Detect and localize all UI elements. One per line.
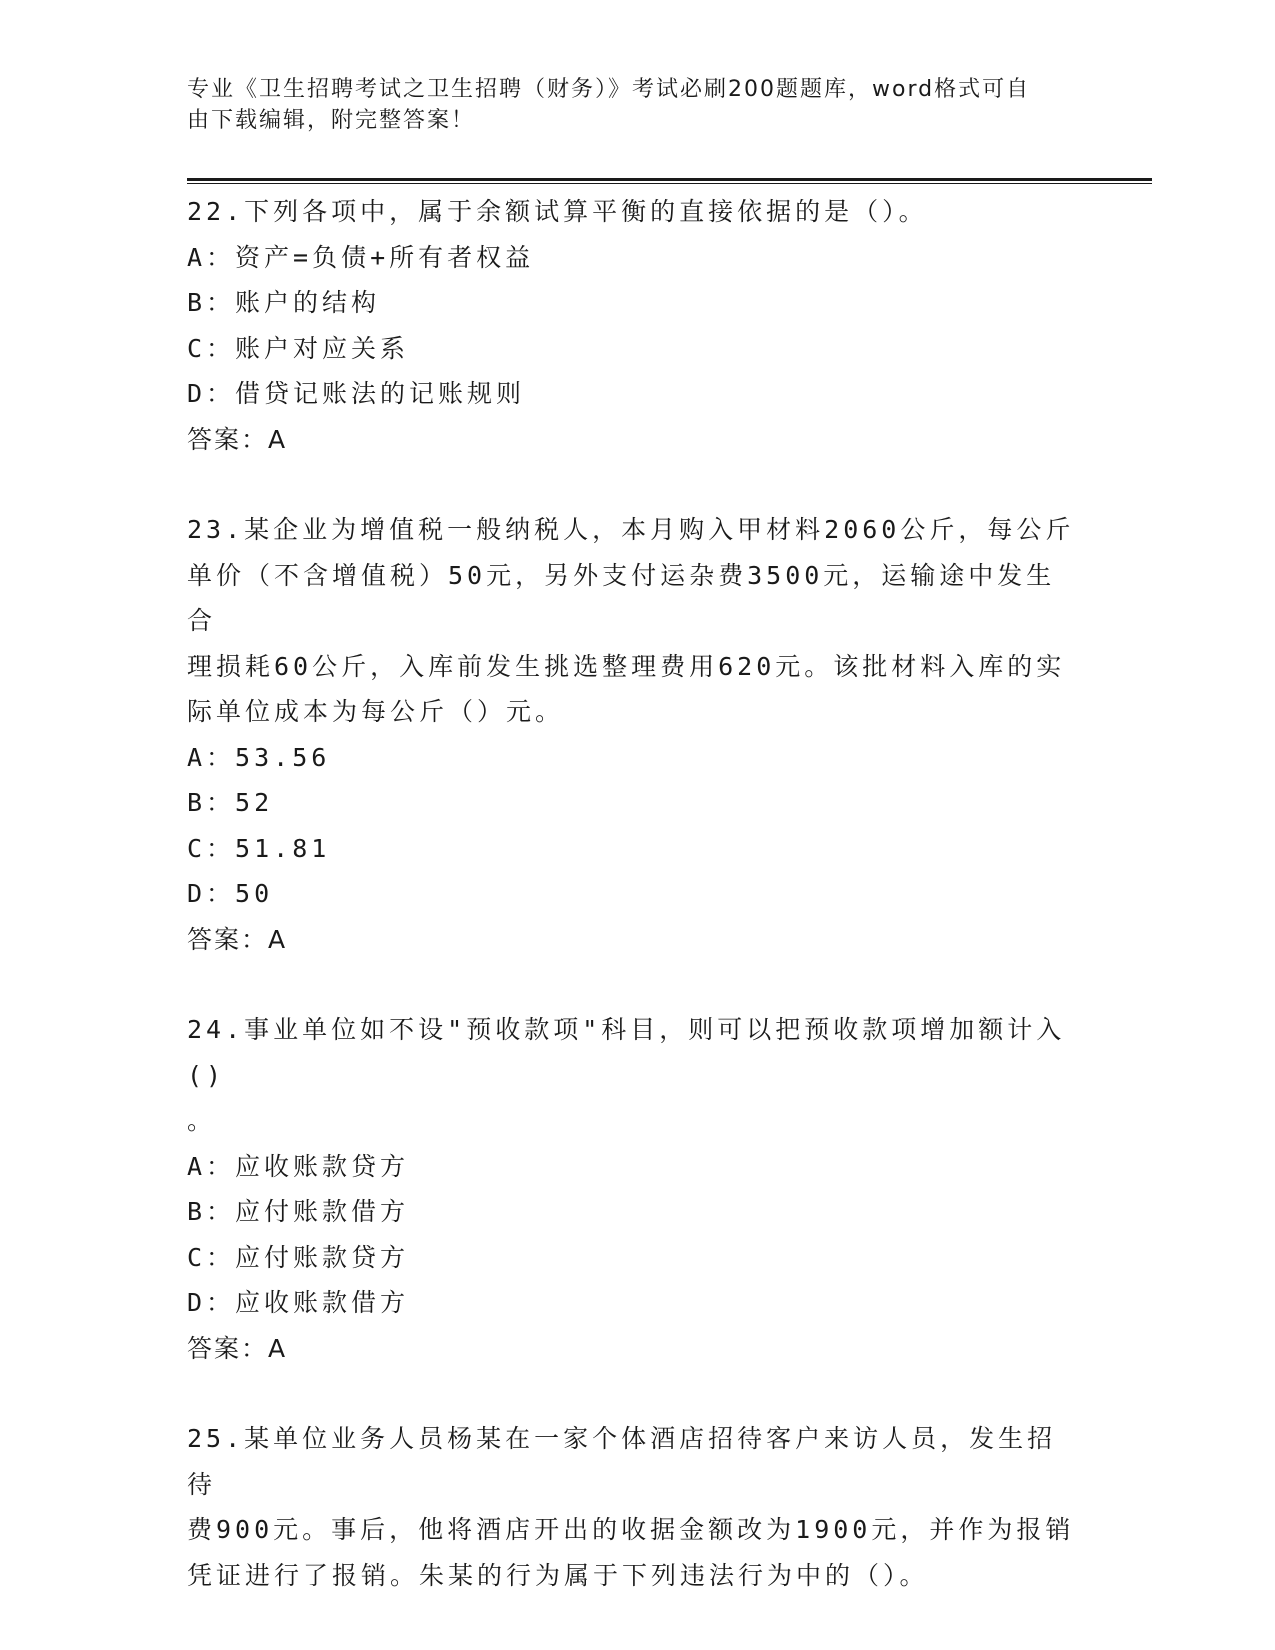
option-a: A：应收账款贷方 [187, 1151, 410, 1181]
option-d: D：50 [187, 879, 274, 908]
header-line-1: 专业《卫生招聘考试之卫生招聘（财务）》考试必刷200题题库，word格式可自 [187, 77, 1031, 102]
question-23 [187, 507, 1077, 962]
question-text-line-2: 单价（不含增值税）50元，另外支付运杂费3500元，运输途中发生合 [187, 560, 1056, 635]
question-text-line-3: 理损耗60公斤，入库前发生挑选整理费用620元。该批材料入库的实 [187, 651, 1066, 681]
option-b: B：账户的结构 [187, 288, 381, 317]
question-text-line-3: 凭证进行了报销。朱某的行为属于下列违法行为中的（）。 [187, 1560, 929, 1590]
answer-line: 答案：A [187, 924, 288, 954]
option-a: A：资产=负债+所有者权益 [187, 242, 535, 272]
option-d: D：借贷记账法的记账规则 [187, 379, 526, 408]
document-header [187, 74, 1067, 136]
question-list [187, 189, 1077, 1598]
option-c: C：51.81 [187, 833, 331, 863]
question-22 [187, 189, 1077, 462]
question-text-line-1: 24.事业单位如不设"预收款项"科目，则可以把预收款项增加额计入() [187, 1015, 1066, 1090]
question-spacer [187, 462, 1077, 507]
answer-line: 答案：A [187, 424, 288, 454]
question-spacer [187, 962, 1077, 1007]
question-text-line-1: 25.某单位业务人员杨某在一家个体酒店招待客户来访人员，发生招待 [187, 1424, 1057, 1499]
option-b: B：52 [187, 788, 274, 817]
question-24 [187, 1007, 1077, 1371]
question-text: 22.下列各项中，属于余额试算平衡的直接依据的是（）。 [187, 197, 928, 226]
option-a: A：53.56 [187, 742, 331, 772]
header-divider-thick [187, 178, 1152, 181]
question-text-line-2: 费900元。事后，他将酒店开出的收据金额改为1900元，并作为报销 [187, 1515, 1075, 1544]
header-line-2: 由下载编辑，附完整答案！ [187, 108, 476, 133]
option-d: D：应收账款借方 [187, 1288, 410, 1317]
question-text-line-1: 23.某企业为增值税一般纳税人，本月购入甲材料2060公斤，每公斤 [187, 515, 1075, 544]
question-text-line-2: 。 [187, 1106, 217, 1135]
question-spacer [187, 1371, 1077, 1416]
header-divider-thin [187, 183, 1152, 184]
question-text-line-4: 际单位成本为每公斤（）元。 [187, 697, 565, 726]
answer-line: 答案：A [187, 1333, 288, 1363]
question-25 [187, 1416, 1077, 1598]
option-b: B：应付账款借方 [187, 1197, 410, 1226]
option-c: C：应付账款贷方 [187, 1242, 410, 1272]
option-c: C：账户对应关系 [187, 333, 410, 363]
